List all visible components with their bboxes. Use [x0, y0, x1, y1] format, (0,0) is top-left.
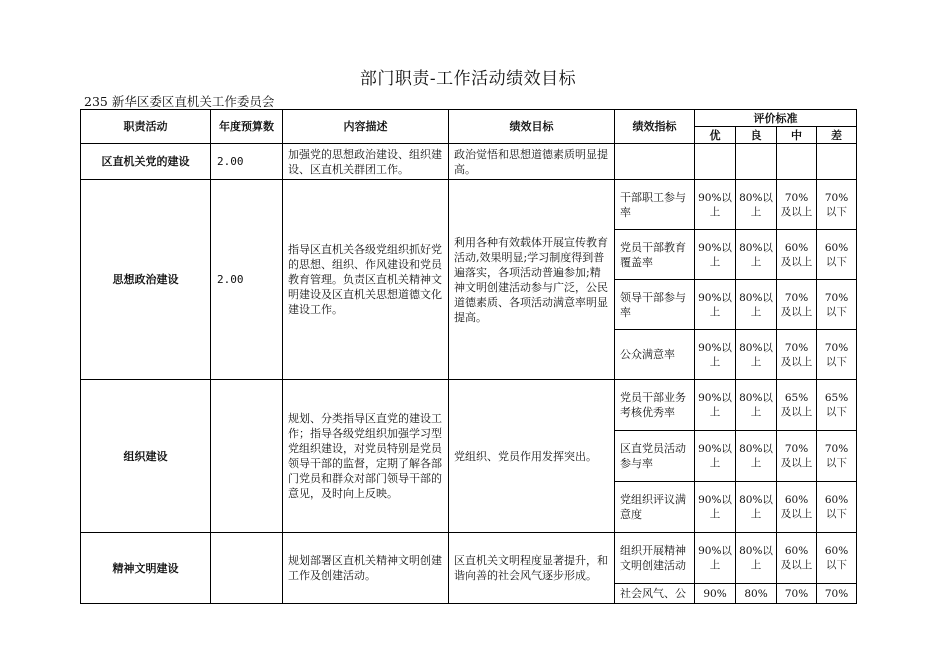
indicator-cell: 党员干部教育覆盖率 — [615, 230, 695, 280]
good-cell: 80%以上 — [736, 330, 777, 380]
poor-cell: 70% — [817, 584, 857, 604]
medium-cell — [777, 144, 817, 180]
poor-cell: 60%以下 — [817, 533, 857, 584]
excellent-cell: 90%以上 — [695, 482, 736, 533]
goal-cell: 利用各种有效载体开展宣传教育活动,效果明显;学习制度得到普遍落实，各项活动普遍参加;精神文明创建活动参与广泛，公民道德素质、各项活动满意率明显提高。 — [449, 180, 615, 380]
poor-cell: 70%以下 — [817, 280, 857, 330]
poor-cell — [817, 144, 857, 180]
header-goal: 绩效目标 — [449, 110, 615, 144]
header-indicator: 绩效指标 — [615, 110, 695, 144]
excellent-cell: 90%以上 — [695, 380, 736, 431]
performance-table — [80, 109, 857, 604]
medium-cell: 70% — [777, 584, 817, 604]
indicator-cell: 党员干部业务考核优秀率 — [615, 380, 695, 431]
table-row — [81, 380, 857, 431]
activity-cell: 区直机关党的建设 — [81, 144, 211, 180]
indicator-cell: 干部职工参与率 — [615, 180, 695, 230]
good-cell: 80% — [736, 584, 777, 604]
excellent-cell: 90%以上 — [695, 180, 736, 230]
medium-cell: 70%及以上 — [777, 280, 817, 330]
goal-cell: 政治觉悟和思想道德素质明显提高。 — [449, 144, 615, 180]
header-content: 内容描述 — [283, 110, 449, 144]
indicator-cell — [615, 144, 695, 180]
content-cell: 指导区直机关各级党组织抓好党的思想、组织、作风建设和党员教育管理。负责区直机关精神文明建设及区直机关思想道德文化建设工作。 — [283, 180, 449, 380]
header-medium: 中 — [777, 127, 817, 144]
medium-cell: 70%及以上 — [777, 330, 817, 380]
excellent-cell: 90%以上 — [695, 431, 736, 482]
good-cell: 80%以上 — [736, 230, 777, 280]
good-cell: 80%以上 — [736, 533, 777, 584]
good-cell — [736, 144, 777, 180]
header-row — [81, 110, 857, 127]
poor-cell: 65%以下 — [817, 380, 857, 431]
activity-cell: 精神文明建设 — [81, 533, 211, 604]
activity-cell: 组织建设 — [81, 380, 211, 533]
poor-cell: 70%以下 — [817, 180, 857, 230]
medium-cell: 70%及以上 — [777, 180, 817, 230]
header-activity: 职责活动 — [81, 110, 211, 144]
header-poor: 差 — [817, 127, 857, 144]
document-title: 部门职责-工作活动绩效目标 — [359, 69, 577, 89]
indicator-cell: 区直党员活动参与率 — [615, 431, 695, 482]
content-cell: 规划部署区直机关精神文明创建工作及创建活动。 — [283, 533, 449, 604]
table-row — [81, 180, 857, 230]
budget-cell: 2.00 — [211, 180, 283, 380]
table-row — [81, 533, 857, 584]
poor-cell: 60%以下 — [817, 482, 857, 533]
excellent-cell: 90% — [695, 584, 736, 604]
activity-cell: 思想政治建设 — [81, 180, 211, 380]
excellent-cell — [695, 144, 736, 180]
poor-cell: 70%以下 — [817, 330, 857, 380]
poor-cell: 60%以下 — [817, 230, 857, 280]
indicator-cell: 社会风气、公 — [615, 584, 695, 604]
header-good: 良 — [736, 127, 777, 144]
content-cell: 规划、分类指导区直党的建设工作；指导各级党组织加强学习型党组织建设，对党员特别是党员领导干部的监督，定期了解各部门党员和群众对部门领导干部的意见，及时向上反映。 — [283, 380, 449, 533]
budget-cell: 2.00 — [211, 144, 283, 180]
header-budget: 年度预算数 — [211, 110, 283, 144]
excellent-cell: 90%以上 — [695, 280, 736, 330]
indicator-cell: 组织开展精神文明创建活动 — [615, 533, 695, 584]
medium-cell: 65%及以上 — [777, 380, 817, 431]
medium-cell: 70%及以上 — [777, 431, 817, 482]
excellent-cell: 90%以上 — [695, 533, 736, 584]
goal-cell: 区直机关文明程度显著提升，和谐向善的社会风气逐步形成。 — [449, 533, 615, 604]
medium-cell: 60%及以上 — [777, 230, 817, 280]
excellent-cell: 90%以上 — [695, 230, 736, 280]
good-cell: 80%以上 — [736, 280, 777, 330]
good-cell: 80%以上 — [736, 180, 777, 230]
goal-cell: 党组织、党员作用发挥突出。 — [449, 380, 615, 533]
table-row — [81, 144, 857, 180]
excellent-cell: 90%以上 — [695, 330, 736, 380]
poor-cell: 70%以下 — [817, 431, 857, 482]
medium-cell: 60%及以上 — [777, 482, 817, 533]
indicator-cell: 领导干部参与率 — [615, 280, 695, 330]
indicator-cell: 党组织评议满意度 — [615, 482, 695, 533]
content-cell: 加强党的思想政治建设、组织建设、区直机关群团工作。 — [283, 144, 449, 180]
good-cell: 80%以上 — [736, 482, 777, 533]
good-cell: 80%以上 — [736, 431, 777, 482]
indicator-cell: 公众满意率 — [615, 330, 695, 380]
unit-name: 235 新华区委区直机关工作委员会 — [84, 94, 275, 109]
header-excellent: 优 — [695, 127, 736, 144]
medium-cell: 60%及以上 — [777, 533, 817, 584]
header-standard: 评价标准 — [695, 110, 857, 127]
budget-cell — [211, 533, 283, 604]
good-cell: 80%以上 — [736, 380, 777, 431]
budget-cell — [211, 380, 283, 533]
